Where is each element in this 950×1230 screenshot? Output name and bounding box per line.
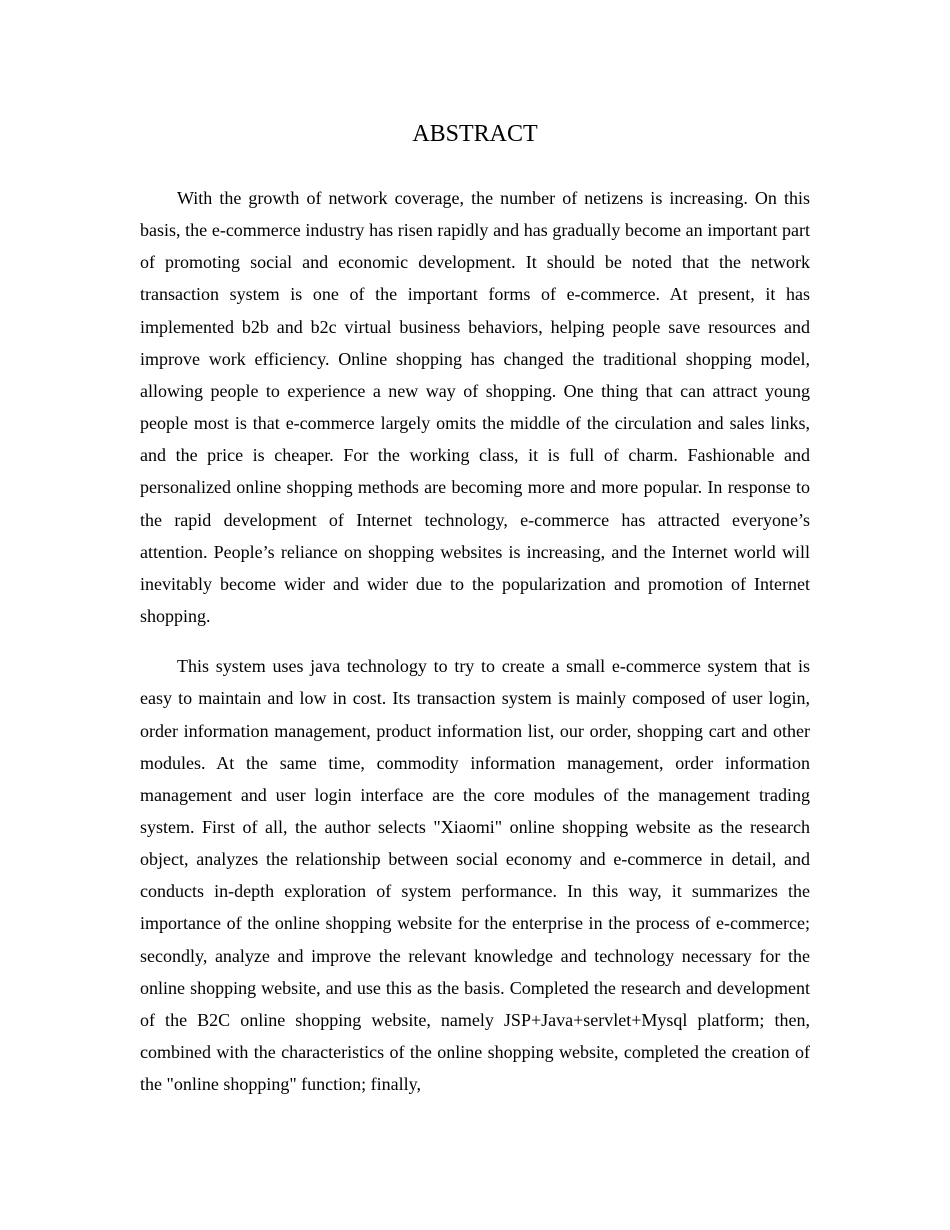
abstract-title: ABSTRACT: [412, 121, 538, 147]
abstract-paragraph-2: This system uses java technology to try to create a small e-commerce system that is easy to maintain and low in cost. Its transaction system is mainly composed of user login, order information management, product information list, our order, shopping cart and other modules. At the same time, commodity information management, order information management and user login interface are the core modules of the management trading system. First of all, the author selects "Xiaomi" online shopping website as the research object, analyzes the relationship between social economy and e-commerce in detail, and conducts in-depth exploration of system performance. In this way, it summarizes the importance of the online shopping website for the enterprise in the process of e-commerce; secondly, analyze and improve the relevant knowledge and technology necessary for the online shopping website, and use this as the basis. Completed the research and development of the B2C online shopping website, namely JSP+Java+servlet+Mysql platform; then, combined with the characteristics of the online shopping website, completed the creation of the "online shopping" function; finally,: [140, 656, 810, 1095]
abstract-body: [140, 182, 810, 1118]
abstract-paragraph-1: With the growth of network coverage, the number of netizens is increasing. On this basis, the e-commerce industry has risen rapidly and has gradually become an important part of promoting social and economic development. It should be noted that the network transaction system is one of the important forms of e-commerce. At present, it has implemented b2b and b2c virtual business behaviors, helping people save resources and improve work efficiency. Online shopping has changed the traditional shopping model, allowing people to experience a new way of shopping. One thing that can attract young people most is that e-commerce largely omits the middle of the circulation and sales links, and the price is cheaper. For the working class, it is full of charm. Fashionable and personalized online shopping methods are becoming more and more popular. In response to the rapid development of Internet technology, e-commerce has attracted everyone’s attention. People’s reliance on shopping websites is increasing, and the Internet world will inevitably become wider and wider due to the popularization and promotion of Internet shopping.: [140, 188, 810, 627]
